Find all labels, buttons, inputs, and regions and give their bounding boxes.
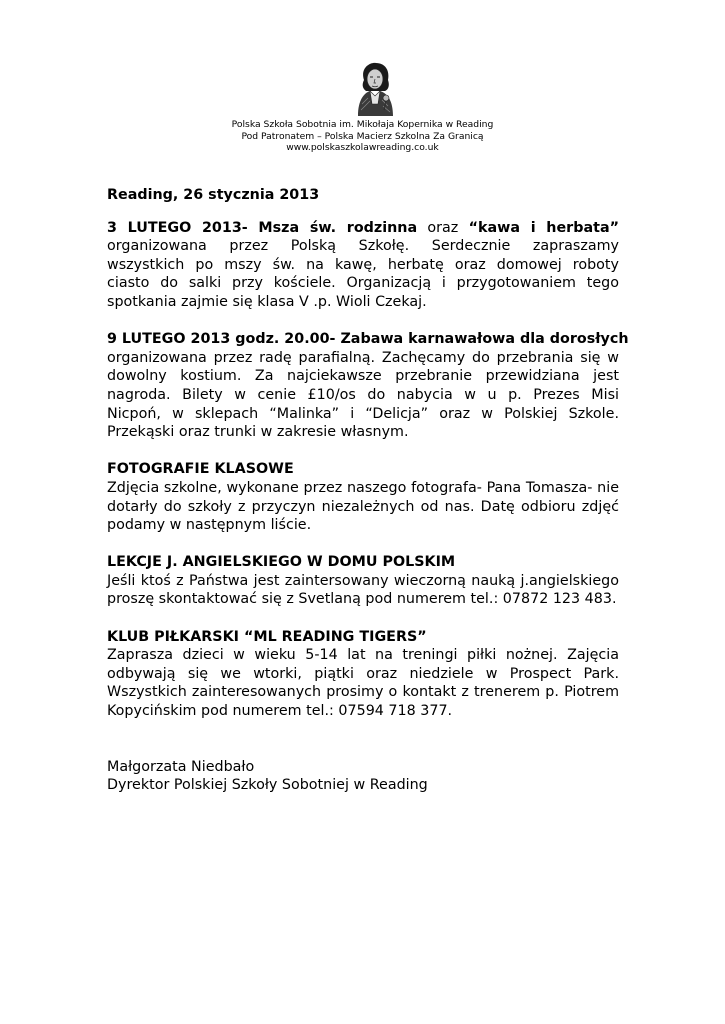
section-msza-line-5: spotkania zajmie się klasa V .p. Wioli Czekaj. xyxy=(107,293,427,310)
section-zabawa-line-4: nagroda. Bilety w cenie £10/os do nabycia w u p. Prezes Misi xyxy=(107,386,619,403)
section-klub xyxy=(107,628,619,721)
section-msza-line-2: organizowana przez Polską Szkołę. Serdecznie zapraszamy xyxy=(107,238,619,255)
section-lekcje-line-2: Jeśli ktoś z Państwa jest zaintersowany wieczorną nauką j.angielskiego xyxy=(107,572,619,589)
section-fotografie xyxy=(107,460,619,534)
section-zabawa-line-3: dowolny kostium. Za najciekawsze przebranie przewidziana jest xyxy=(107,368,619,385)
section-zabawa-line-2: organizowana przez radę parafialną. Zachęcamy do przebrania się w xyxy=(107,349,619,366)
letter-body xyxy=(107,186,629,795)
section-zabawa-line-5: Nicpoń, w sklepach “Malinka” i “Delicja” oraz w Polskiej Szkole. xyxy=(107,405,619,422)
letter-date: Reading, 26 stycznia 2013 xyxy=(107,187,320,203)
section-fotografie-line-2: Zdjęcia szkolne, wykonane przez naszego fotografa- Pana Tomasza- nie xyxy=(107,479,619,496)
section-fotografie-line-4: podamy w następnym liście. xyxy=(107,517,312,534)
section-klub-line-4: Wszystkich zainteresowanych prosimy o kontakt z trenerem p. Piotrem xyxy=(107,684,619,701)
section-fotografie-line-3: dotarły do szkoły z przyczyn niezależnych od nas. Datę odbioru zdjęć xyxy=(107,498,619,515)
signature-role: Dyrektor Polskiej Szkoły Sobotniej w Reading xyxy=(107,777,428,794)
section-klub-line-3: odbywają się we wtorki, piątki oraz niedziele w Prospect Park. xyxy=(107,665,619,682)
section-msza-title: 3 LUTEGO 2013- Msza św. rodzinna xyxy=(107,219,418,236)
school-header xyxy=(0,119,725,154)
school-name: Polska Szkoła Sobotnia im. Mikołaja Kopernika w Reading xyxy=(231,119,494,130)
section-msza-line-4: ciasto do salki przy kościele. Organizacją i przygotowaniem tego xyxy=(107,275,619,292)
section-zabawa xyxy=(107,330,629,442)
school-website: www.polskaszkolawreading.co.uk xyxy=(286,142,439,153)
signature-name: Małgorzata Niedbało xyxy=(107,758,255,775)
section-msza xyxy=(107,219,619,312)
signature-block xyxy=(107,758,619,795)
section-zabawa-line-6: Przekąski oraz trunki w zakresie własnym. xyxy=(107,424,409,441)
section-lekcje-line-3: proszę skontaktować się z Svetlaną pod numerem tel.: 07872 123 483. xyxy=(107,591,617,608)
section-klub-line-5: Kopycińskim pod numerem tel.: 07594 718 377. xyxy=(107,703,453,720)
section-klub-title: KLUB PIŁKARSKI “ML READING TIGERS” xyxy=(107,628,427,645)
school-patronage: Pod Patronatem – Polska Macierz Szkolna Za Granicą xyxy=(241,130,484,142)
section-msza-line-3: wszystkich po mszy św. na kawę, herbatę oraz domowej roboty xyxy=(107,256,619,273)
section-klub-line-2: Zaprasza dzieci w wieku 5-14 lat na treningi piłki nożnej. Zajęcia xyxy=(107,647,619,664)
copernicus-portrait-icon xyxy=(352,60,398,118)
section-lekcje xyxy=(107,553,619,609)
section-msza-title2: “kawa i herbata” xyxy=(468,219,619,236)
section-zabawa-title: 9 LUTEGO 2013 godz. 20.00- Zabawa karnawałowa dla dorosłych xyxy=(107,331,629,348)
section-lekcje-title: LEKCJE J. ANGIELSKIEGO W DOMU POLSKIM xyxy=(107,554,456,571)
section-fotografie-title: FOTOGRAFIE KLASOWE xyxy=(107,461,294,478)
section-msza-line-1 xyxy=(107,219,619,238)
section-msza-conj: oraz xyxy=(417,219,469,236)
